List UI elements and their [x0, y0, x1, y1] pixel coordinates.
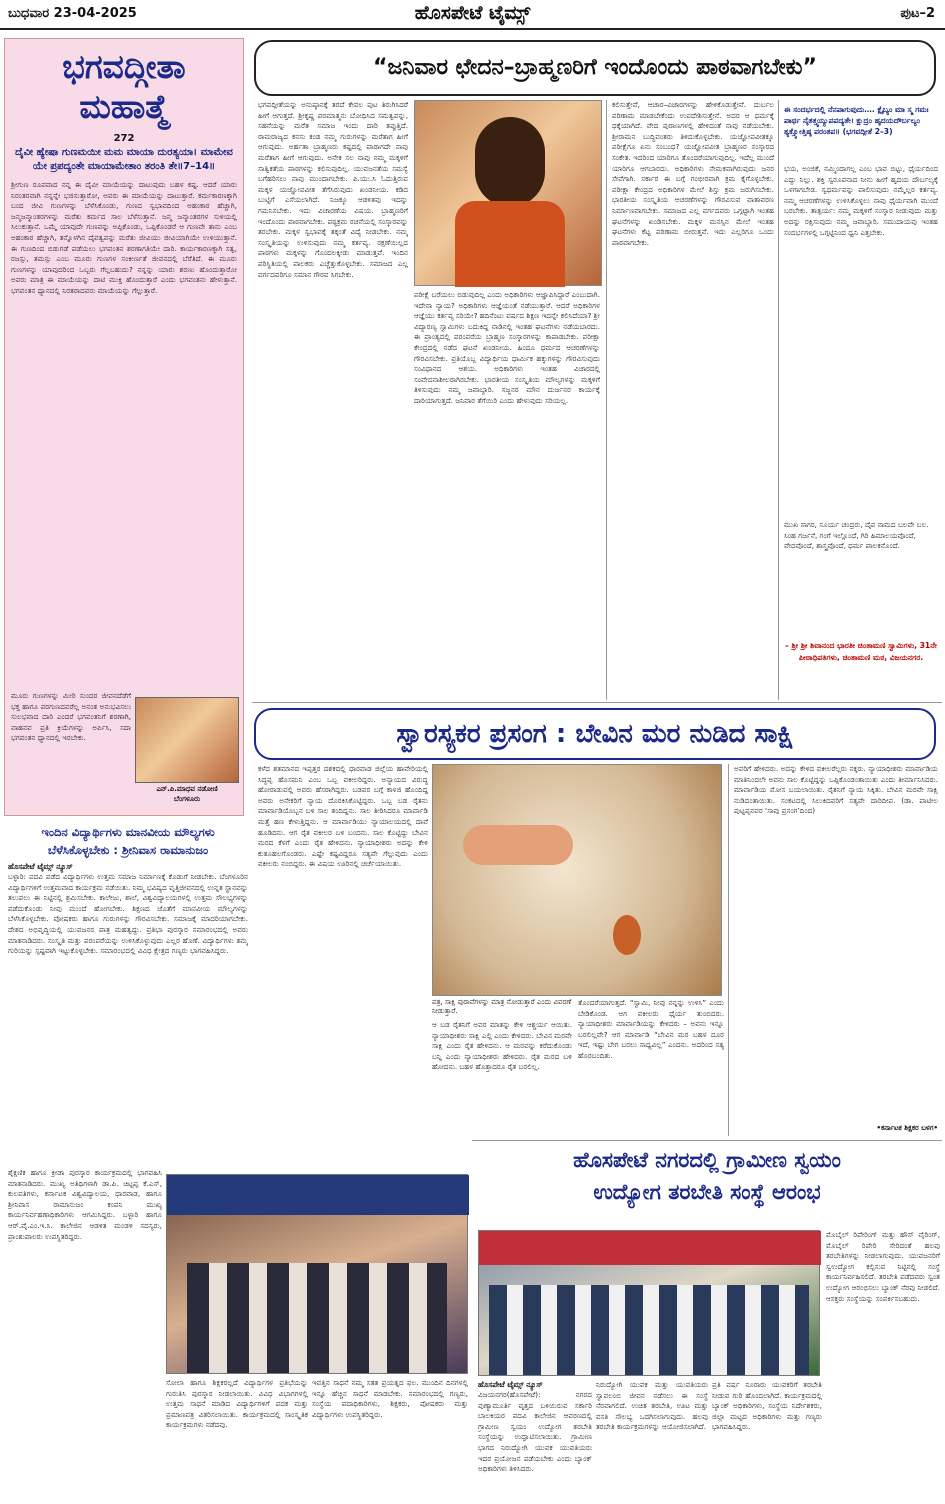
- signature: – ಶ್ರೀ ಶ್ರೀ ಶಿವಾನಂದ ಭಾರತೀ ಚಿಂತಾಮಣಿ ಸ್ವಾಮಿಗಳು, 31ನೇ ಪೀಠಾಧಿಪತಿಗಳು, ಚಿಂತಾಮಣಿ ಮಠ, ವಿಜಯನಗರ.: [785, 641, 937, 662]
- values-dateline: ಹೊಸಪೇಟೆ ಟೈಮ್ಸ್ ನ್ಯೂಸ್: [8, 862, 73, 871]
- story-col3: ತೊಂದರೆಯಾಗುತ್ತದೆ. “ಸ್ವಾಮಿ, ನೀವು ನನ್ನನ್ನು ಉಳಿಸಿ” ಎಂದು ಬೇಡಿಕೊಂಡ. ಆಗ ವಕೀಲರು ಧೈರ್ಯ ತುಂಬಿದರು. ನ್ಯಾಯಾಧೀಶರು ಮಾರ್ವಾಡಿಯನ್ನು ಕೇಳಿದರು – ಅವನು ಇನ್ನೂ ಬರಲಿಲ್ಲವೇ? ಆಗ ಮಾರ್ವಾಡಿ “ಬೇವಿನ ಮರ ಬಹಳ ದೂರ ಇದೆ, ಇಷ್ಟು ಬೇಗ ಬರಲು ಸಾಧ್ಯವಿಲ್ಲ” ಎಂದನು. ಅದರಿಂದ ಸತ್ಯ ಹೊರಬಂದಿತು.: [578, 998, 724, 1060]
- event-banner: [479, 1231, 821, 1265]
- author-name: ಎನ್.ಪಿ.ಮಾಧವ ನಡೋಣಿ: [156, 785, 218, 793]
- gita-body-continued: ಮೂರು ಗುಣಗಳನ್ನು ಮೀರಿ ಸುಂದರ ಜೀವನದೆಡೆಗೆ ಭಕ್ತ ಹಾಗೂ ಪರಗುಣದವರೆಲ್ಲ ಅನಂತ ಅನುಭವಿಸಲು ಸುಲಭವಾದ ದಾರಿ ಎಂದರೆ ಭಗವಂತನಿಗೆ ಶರಣಾಗಿ, ವಾಹನವ ಪ್ರತಿ ಕ್ರಿಯೆಗಳನ್ನು ಅರ್ಪಿಸಿ, ಸದಾ ಭಗವಂತನ ಧ್ಯಾನದಲ್ಲಿ ಇರಬೇಕು.: [11, 691, 131, 743]
- main-article-col4: ಭಯ, ಅಂಜಿಕೆ, ನಮ್ಮಿಂದಾಗಲ್ಲ ಎಂಬ ಭಾವ ಬಿಟ್ಟು, ಧೈರ್ಯದಿಂದ ಎದ್ದು ನಿಲ್ಲು. ಶಕ್ತಿ ಸ್ವರೂಪನಾದ ನೀನು ಹೀಗೆ ಹೃದಯ ದೌರ್ಬಲ್ಯಕ್ಕೆ ಒಳಗಾಗಬೇಡ. ಸ್ವಧರ್ಮವನ್ನು ಪಾಲಿಸುವುದು ನಮ್ಮೆಲ್ಲರ ಕರ್ತವ್ಯ. ನಮ್ಮ ಆಚರಣೆಗಳನ್ನು ಉಳಿಸಿಕೊಳ್ಳಲು ನಾವು ಧೈರ್ಯವಾಗಿ ಮುಂದೆ ಬರಬೇಕು. ತಾತ್ಪರ್ಯ: ನಮ್ಮ ಮಕ್ಕಳಿಗೆ ಸಂಸ್ಕಾರ ನೀಡುವುದು ಮತ್ತು ಅದನ್ನು ರಕ್ಷಿಸುವುದು ನಮ್ಮ ಜವಾಬ್ದಾರಿ. ಸಮುದಾಯವು ಇಂತಹ ಸಂದರ್ಭಗಳಲ್ಲಿ ಒಗ್ಗಟ್ಟಿನಿಂದ ಧ್ವನಿ ಎತ್ತಬೇಕು.: [784, 164, 938, 237]
- page-number: ಪುಟ–2: [900, 6, 935, 21]
- training-body2: ನಿರುದ್ಯೋಗಿ ಯುವಕ ಮತ್ತು ಯುವತಿಯರು ಸ್ವಾವಲಂಬಿ ಜೀವನ ನಡೆಸಲು ಈ ಸಂಸ್ಥೆ ನೆರವಾಗಲಿದೆ. ಉಚಿತ ತರಬೇತಿ, ಊಟ ಮತ್ತು ವಸತಿ ಸೌಲಭ್ಯ ಒದಗಿಸಲಾಗುವುದು. ಹಲವು ತರಬೇತಿ ಕಾರ್ಯಕ್ರಮಗಳನ್ನು ಆಯೋಜಿಸಲಾಗಿದೆ.: [596, 1380, 708, 1432]
- story-col2: ಆ ಬಡ ರೈತನಿಗೆ ಅವರ ಮಾತನ್ನು ಕೇಳಿ ಆಶ್ಚರ್ಯ ಆಯಿತು. ನ್ಯಾಯಾಧೀಶರು ಸಾಕ್ಷಿ ಎಲ್ಲಿ ಎಂದು ಕೇಳಿದರು. ಬೇವಿನ ಮರವೇ ಸಾಕ್ಷಿ ಎಂದು ರೈತ ಹೇಳಿದನು. ಆ ಮರವನ್ನು ಕರೆದುಕೊಂಡು ಬನ್ನಿ ಎಂದು ನ್ಯಾಯಾಧೀಶರು ಹೇಳಿದರು. ರೈತ ಮರದ ಬಳಿ ಹೋದನು. ಬಹಳ ಹೊತ್ತಾದರೂ ರೈತ ಬರಲಿಲ್ಲ.: [432, 1020, 572, 1072]
- gita-quote: ಈ ಸಂದರ್ಭದಲ್ಲಿ ನೆನಪಾಗುವುದು…. ಕ್ಲೈಬ್ಯಂ ಮಾ ಸ್ಮ ಗಮಃ ಪಾರ್ಥ ನೈತತ್ತ್ವಯ್ಯುಪಪದ್ಯತೇ। ಕ್ಷುದ್ರಂ ಹೃದಯದೌರ್ಬಲ್ಯಂ ತ್ಯಕ್ತ್ವೋತ್ತಿಷ್ಠ ಪರಂತಪ॥ (ಭಗವದ್ಗೀತೆ 2–3): [784, 105, 929, 136]
- training-body: ವಿಜಯನಗರ(ಹೊಸಪೇಟೆ): ನಗರದ ಪುಣ್ಯಾಮೂರ್ತಿ ವೃತ್ತದ ಬಳಿಯಿರುವ ಸರ್ಕಾರಿ ಬಾಲಕಿಯರ ಪದವಿ ಕಾಲೇಜಿನ ಆವರಣದಲ್ಲಿ ಗ್ರಾಮೀಣ ಸ್ವಯಂ ಉದ್ಯೋಗ ತರಬೇತಿ ಸಂಸ್ಥೆಯನ್ನು ಉದ್ಘಾಟಿಸಲಾಯಿತು. ಗ್ರಾಮೀಣ ಭಾಗದ ನಿರುದ್ಯೋಗಿ ಯುವಕ ಯುವತಿಯರು ಇದರ ಪ್ರಯೋಜನ ಪಡೆಯಬೇಕು ಎಂದು ಬ್ಯಾಂಕ್ ಅಧಿಕಾರಿಗಳು ತಿಳಿಸಿದರು.: [478, 1390, 592, 1474]
- award-ceremony-photo: [166, 1174, 468, 1374]
- inauguration-photo: [478, 1230, 820, 1376]
- stage-backdrop: [167, 1175, 469, 1215]
- training-dateline: ಹೊಸಪೇಟೆ ಟೈಮ್ಸ್ ನ್ಯೂಸ್: [478, 1380, 543, 1389]
- gita-title-line1: ಭಗವದ್ಗೀತಾ: [62, 47, 186, 86]
- values-body4: ಇವತ್ತಿನ ಸಾಧನೆ ನಮ್ಮ ಸತತ ಪ್ರಯತ್ನದ ಫಲ. ಮುಂದಿನ ದಿನಗಳಲ್ಲಿ ಇನ್ನೂ ಹೆಚ್ಚಿನ ಸಾಧನೆ ಮಾಡಬೇಕು. ಸಮಾರಂಭದಲ್ಲಿ ಗಣ್ಯರು, ಸಂಸ್ಥೆಯ ಪದಾಧಿಕಾರಿಗಳು, ಶಿಕ್ಷಕರು, ಪೋಷಕರು ಮತ್ತು ವಿದ್ಯಾರ್ಥಿಗಳು ಉಪಸ್ಥಿತರಿದ್ದರು.: [312, 1378, 468, 1419]
- author-photo: [135, 697, 239, 783]
- column-rule: [606, 100, 607, 700]
- masthead: ಹೊಸಪೇಟೆ ಟೈಮ್ಸ್: [414, 2, 531, 24]
- finger-ink-photo: [432, 764, 722, 996]
- training-body3: ಪ್ರತಿ ವರ್ಷ ನೂರಾರು ಯುವಕರಿಗೆ ತರಬೇತಿ ನೀಡುವ ಗುರಿ ಹೊಂದಲಾಗಿದೆ. ಕಾರ್ಯಕ್ರಮದಲ್ಲಿ ಬ್ಯಾಂಕ್ ಅಧಿಕಾರಿಗಳು, ಸಂಸ್ಥೆಯ ನಿರ್ದೇಶಕರು, ಜಿಲ್ಲಾ ಮಟ್ಟದ ಅಧಿಕಾರಿಗಳು ಮತ್ತು ಗಣ್ಯರು ಭಾಗವಹಿಸಿದ್ದರು.: [712, 1380, 822, 1432]
- gita-column: [4, 38, 244, 816]
- group-of-people: [187, 1263, 447, 1373]
- newspaper-header: [0, 0, 945, 30]
- people-at-ribbon-cutting: [489, 1285, 809, 1375]
- swamiji-figure: [475, 117, 545, 207]
- story-title: ಸ್ವಾರಸ್ಯಕರ ಪ್ರಸಂಗ : ಬೇವಿನ ಮರ ನುಡಿದ ಸಾಕ್ಷಿ: [396, 719, 794, 749]
- column-rule: [728, 764, 729, 1136]
- gita-title-line2: ಮಹಾತ್ಮೆ: [79, 87, 169, 126]
- gita-number: 272: [113, 133, 135, 144]
- values-heading-line1: ಇಂದಿನ ವಿದ್ಯಾರ್ಥಿಗಳು ಮಾನವೀಯ ಮೌಲ್ಯಗಳು: [41, 825, 215, 839]
- main-article-col3: ಕಲಿಸುತ್ತೇವೆ, ಆಚಾರ–ವಿಚಾರಗಳನ್ನು ಹೇಳಿಕೊಡುತ್ತೇವೆ. ದುರ್ಬಲ ಪರಿಣಾಮ ಮಾಡಬೇಕೆಂದು ಉಪದೇಶಿಸುತ್ತೇನೆ. ಅದರ ಆ ಧರ್ಮಕ್ಕೆ ಧಕ್ಕೆಯಾಗಿದೆ. ವೇದ ಪುರಾಣಗಳಲ್ಲಿ ಹೇಳಿದಂತೆ ನಾವು ನಡೆಯಬೇಕು. ಶ್ರೀರಾಮನ ಬುದ್ಧಿವಂತರು ತಿಳಿದುಕೊಳ್ಳಬೇಕು. ಯಜ್ಞೋಪವೀತಕ್ಕೂ ಪರೀಕ್ಷೆಗೂ ಏನು ಸಂಬಂಧ? ಯಜ್ಞೋಪವೀತ ಬ್ರಾಹ್ಮಣರ ಸಂಸ್ಕಾರದ ಸಂಕೇತ. ಇದರಿಂದ ಯಾರಿಗೂ ತೊಂದರೆಯಾಗುವುದಿಲ್ಲ. ಇದೆಲ್ಲ ಮುಂದೆ ಯಾರಿಗೂ ಆಗಬಾರದು. ಅಧಿಕಾರಿಗಳು ನೇಮಕವಾಗಿರುವುದು ಜನರ ಸೇವೆಗಾಗಿ. ಸರ್ಕಾರ ಈ ಬಗ್ಗೆ ಗಂಭೀರವಾಗಿ ಕ್ರಮ ಕೈಗೊಳ್ಳಬೇಕು. ಪರೀಕ್ಷಾ ಕೇಂದ್ರದ ಅಧಿಕಾರಿಗಳ ಮೇಲೆ ಶಿಸ್ತು ಕ್ರಮ ಜರುಗಿಸಬೇಕು. ಭಾರತೀಯ ಸಂಸ್ಕೃತಿಯ ಆಚರಣೆಗಳನ್ನು ಗೌರವಿಸುವ ವಾತಾವರಣ ನಿರ್ಮಾಣವಾಗಬೇಕು. ಸಮಾಜದ ಎಲ್ಲ ವರ್ಗದವರು ಒಗ್ಗಟ್ಟಾಗಿ ಇಂತಹ ಘಟನೆಗಳನ್ನು ಖಂಡಿಸಬೇಕು. ಮಕ್ಕಳ ಮನಸ್ಸಿನ ಮೇಲೆ ಇಂತಹ ಘಟನೆಗಳು ಕೆಟ್ಟ ಪರಿಣಾಮ ಬೀರುತ್ತವೆ. ಇದು ಎಲ್ಲರಿಗೂ ಒಂದು ಪಾಠವಾಗಬೇಕು.: [612, 100, 774, 247]
- values-body3: ಸೋಲಾ ಹಾಗೂ ಶಿಕ್ಷಕರಲ್ಲದೆ ವಿದ್ಯಾರ್ಥಿಗಳ ಪ್ರತಿಭೆಯನ್ನು ಗುರುತಿಸಿ ಪುರಸ್ಕಾರ ನೀಡಲಾಯಿತು. ವಿವಿಧ ವಿಭಾಗಗಳಲ್ಲಿ ಉತ್ತಮ ಸಾಧನೆ ಮಾಡಿದ ವಿದ್ಯಾರ್ಥಿಗಳಿಗೆ ಪದಕ ಮತ್ತು ಪ್ರಮಾಣಪತ್ರ ವಿತರಿಸಲಾಯಿತು. ಕಾರ್ಯಕ್ರಮದಲ್ಲಿ ಸಾಂಸ್ಕೃತಿಕ ಕಾರ್ಯಕ್ರಮಗಳು ನಡೆದವು.: [166, 1378, 308, 1430]
- column-rule: [778, 100, 779, 700]
- poem: ಮುಖ ಸಾಗರ, ಸೂರ್ಯ ಚಂದ್ರರು, ದೈವ ನಾಮದ ಬಲವೇ ಬಲ. ಸಿಂಹ ಗರ್ಜನೆ, ಗಂಗೆ ಇಲ್ಲೊಂದೆ, ಗಿರಿ ಹಿಮಾಲಯವೊಂದೆ, ವೇದವೊಂದೆ, ಶಾಸ್ತ್ರವೊಂದೆ, ಧರ್ಮ ಪಾಲಕನೊಂದೆ.: [784, 520, 929, 551]
- training-heading-line2: ಉದ್ಯೋಗ ತರಬೇತಿ ಸಂಸ್ಥೆ ಆರಂಭ: [593, 1180, 821, 1204]
- ink-bottle: [613, 915, 641, 955]
- swamiji-photo: [414, 100, 602, 286]
- saffron-robe: [455, 201, 565, 287]
- author-city: ಬೆಂಗಳೂರು: [173, 795, 201, 803]
- gita-body: ಶ್ರೀಗುಣ ರೂಪವಾದ ನನ್ನ ಈ ದೈವೀ ಮಾಯೆಯನ್ನು ದಾಟುವುದು ಬಹಳ ಕಷ್ಟ. ಆದರೆ ಯಾರು ನಿರಂತರವಾಗಿ ನನ್ನನ್ನೇ ಭಜಿಸುತ್ತಾರೋ, ಅವರು ಈ ಮಾಯೆಯನ್ನು ದಾಟುತ್ತಾರೆ. ಕರ್ಮಕಾರಣಕ್ಕಾಗಿ ಬಂದ ಜೀವಿ ಗುಣಗಳನ್ನು ಬೆಳೆಸಿಕೊಂಡು, ಗುಣದ ಸ್ವಭಾವದಿಂದ ಅಹಂಕಾರ ಹೆಚ್ಚಾಗಿ, ಜನ್ಮಜನ್ಮಾಂತರಗಳನ್ನು ಮರೆತು ಕರ್ಮದ ಸಾಲ ಬೆಳೆಸುತ್ತಾನೆ. ಜನ್ಮ ಜನ್ಮಾಂತರಗಳ ಸುಳಿಯಲ್ಲಿ ಸಿಲುಕುತ್ತಾನೆ. ಒಮ್ಮೆ ಯಾವುದೇ ಗುಣವನ್ನು ಅಪ್ಪಿಕೊಂಡು, ಒಪ್ಪಿಕೊಂಡರೆ ಆ ಗುಣವೇ ತಾನು ಎಂಬ ಅಹಂಕಾರ ಹೆಚ್ಚಾಗಿ, ತನ್ನೊಳಗಿನ ದೈವತ್ವವನ್ನು ಮರೆತು ಜೀವಿಯು ಜೀವಿಯಾಗಿಯೇ ಉಳಿಯುತ್ತಾನೆ. ಈ ಗುಣದಿಂದ ಬಿಡುಗಡೆ ಪಡೆಯಲು ಭಗವಂತನ ಶರಣಾಗತಿಯೇ ದಾರಿ. ಕಾರ್ಯಕಾರಣಕ್ಕಾಗಿ ಸತ್ವ, ರಜಸ್ಸು, ತಮಸ್ಸು ಎಂಬ ಮೂರು ಗುಣಗಳ ಸಂಕೀರ್ಣತೆ ಜೀವನದಲ್ಲಿ ಬೆರೆತಿದೆ. ಈ ಮೂರು ಗುಣಗಳನ್ನು ಯಾವುದರಿಂದ ಒಬ್ಬರು ಗೆಲ್ಲಬಹುದು? ನನ್ನನ್ನು ಯಾರು ಶರಣು ಹೊಂದುತ್ತಾರೋ ಅವರು ಮಾತ್ರ ಈ ಮಾಯೆಯನ್ನು ದಾಟಿ ಮುಕ್ತಿ ಹೊಂದುತ್ತಾರೆ ಎಂದು ಭಗವಂತನು ಹೇಳುತ್ತಾನೆ. ಭಗವಂತನ ಧ್ಯಾನದಲ್ಲಿ ನಿರತರಾದವರು ಮಾಯೆಯನ್ನು ಗೆಲ್ಲುತ್ತಾರೆ.: [11, 180, 237, 295]
- story-col1: ಕಳೆದ ಶತಮಾನದ ಇಪ್ಪತ್ತರ ದಶಕದಲ್ಲಿ ಧಾರವಾಡ ಜಿಲ್ಲೆಯ ಹಾವೇರಿಯಲ್ಲಿ ಸಿದ್ಧಪ್ಪ ಹೊಸಮನಿ ಎಂಬ ಒಬ್ಬ ವಕೀಲರಿದ್ದರು. ಅನ್ಯಾಯದ ವಿರುದ್ಧ ಹೋರಾಡುವಲ್ಲಿ ಅವರು ಹೆಸರಾಗಿದ್ದರು. ಬಡವರ ಬಗ್ಗೆ ಕಾಳಜಿ ಹೊಂದಿದ್ದ ಅವರು ಅನೇಕರಿಗೆ ನ್ಯಾಯ ದೊರಕಿಸಿಕೊಟ್ಟಿದ್ದರು. ಒಬ್ಬ ಬಡ ರೈತನು ಮಾರ್ವಾಡಿಯೊಬ್ಬನ ಬಳಿ ಸಾಲ ತಂದಿದ್ದನು. ಸಾಲ ತೀರಿಸಿದರೂ ಮಾರ್ವಾಡಿ ಮತ್ತೆ ಹಣ ಕೇಳುತ್ತಿದ್ದನು. ಆ ಮಾರ್ವಾಡಿಯು ನ್ಯಾಯಾಲಯದಲ್ಲಿ ದಾವೆ ಹೂಡಿದನು. ಆಗ ರೈತ ವಕೀಲರ ಬಳಿ ಬಂದನು. ಸಾಲ ಕೊಟ್ಟಿದ್ದು ಬೇವಿನ ಮರದ ಕೆಳಗೆ ಎಂದು ರೈತ ಹೇಳಿದನು. ನ್ಯಾಯಾಧೀಶರು ಅದನ್ನು ಕೇಳಿ ಕುತೂಹಲಗೊಂಡರು. ಎಷ್ಟೇ ಕಷ್ಟವಿದ್ದರೂ ಸತ್ಯವೇ ಗೆಲ್ಲುವುದು ಎಂದು ವಕೀಲರು ನಂಬಿದ್ದರು. ಈ ವಿಷಯ ಊರಿನಲ್ಲಿ ಚರ್ಚೆಯಾಯಿತು.: [258, 764, 428, 869]
- issue-date: ಬುಧವಾರ 23-04-2025: [8, 6, 137, 21]
- story-credit: •ಕರ್ನಾಟಕ ಶಿಕ್ಷಕರ ಬಳಗ•: [876, 1124, 938, 1132]
- main-article-title: “ಜನಿವಾರ ಛೇದನ–ಬ್ರಾಹ್ಮಣರಿಗೆ ಇಂದೊಂದು ಪಾಠವಾಗಬೇಕು”: [372, 55, 818, 80]
- photo-caption: ಪತ್ರ, ಸಾಕ್ಷಿ ಪುರಾವೆಗಳನ್ನು ಮಾತ್ರ ನೋಡುತ್ತಾರೆ ಎಂದು ವಿವರಣೆ ನೀಡುತ್ತಾರೆ.: [432, 998, 572, 1015]
- section-rule: [472, 1140, 942, 1141]
- main-article-col1: ಭಗವದ್ಗೀತೆಯನ್ನು ಅನುಷ್ಠಾನಕ್ಕೆ ತರದೆ ಕೇವಲ ಪುಟ ತಿರುಗಿಸಿದರೆ ಹೀಗೆ ಆಗುತ್ತದೆ. ಶ್ರೀಕೃಷ್ಣ ಪರಮಾತ್ಮನು ಬೋಧಿಸಿದ ಸಮತ್ವವನ್ನು, ಸಹನೆಯನ್ನು ಮರೆತ ಸಮಾಜ ಇಂದು ದಾರಿ ತಪ್ಪುತ್ತಿದೆ. ರಾಮರಾಜ್ಯದ ಕನಸು ಕಂಡ ನಮ್ಮ ಗುರುಗಳನ್ನು ಮರೆತಾಗ ಹೀಗೆ ಆಗುವುದು. ಅರ್ಹತಾ ಬ್ರಾಹ್ಮಣರು ಕಷ್ಟದಲ್ಲಿ ಪಾರಾಗದೇ ನಾವು ಮರೆತಾಗ ಹೀಗೆ ಆಗುವುದು. ಅನೇಕ ಸಲ ನಾವು ನಮ್ಮ ಮಕ್ಕಳಿಗೆ ಸಾತ್ವಿಕತೆಯ ಪಾಠಗಳನ್ನು ಕಲಿಸುವುದಿಲ್ಲ. ಯುವಜನತೆಯ ಸಮಸ್ಯೆ ಬಗೆಹರಿಸಲು ನಾವು ಮುಂದಾಗಬೇಕು. ಪಿ.ಯು.ಸಿ ಓದುತ್ತಿರುವ ಮಕ್ಕಳ ಯಜ್ಞೋಪವೀತ ತೆಗೆಸಿರುವುದು ಖಂಡನೀಯ. ಕಡಿದ ಬುಟ್ಟಿಗೆ ಎಸೆಯಲಾಗಿದೆ. ನಿಜಕ್ಕೂ ಆಡಳಿತವು ಇದನ್ನು ಗಮನಿಸಬೇಕು. ಇದು ವಿಚಾರಣೆಯ ವಿಷಯ. ಬ್ರಾಹ್ಮಣರಿಗೆ ಇಂದೊಂದು ಪಾಠವಾಗಬೇಕು. ಪಠ್ಯಕ್ರಮ ರಚನೆಯಲ್ಲಿ ಸಂಸ್ಕಾರವನ್ನು ತರಬೇಕು. ಮಕ್ಕಳ ಸ್ವಭಾವಕ್ಕೆ ತಕ್ಕಂತೆ ವಿದ್ಯೆ ನೀಡಬೇಕು. ನಮ್ಮ ಸಂಸ್ಕೃತಿಯನ್ನು ಉಳಿಸುವುದು ನಮ್ಮ ಕರ್ತವ್ಯ. ರಕ್ಷಣೆಯಿಲ್ಲದ ಪಾಠಗಳು ಮಕ್ಕಳನ್ನು ಗೊಂದಲಕ್ಕೀಡು ಮಾಡುತ್ತವೆ. ಇಂದಿನ ಪರಿಸ್ಥಿತಿಯಲ್ಲಿ ಪಾಲಕರು ಎಚ್ಚೆತ್ತುಕೊಳ್ಳಬೇಕು. ಸಮಾಜದ ಎಲ್ಲ ವರ್ಗದವರಿಗೂ ಸಮಾನ ಗೌರವ ಸಿಗಬೇಕು.: [258, 100, 408, 279]
- values-body2: ಶೈಕ್ಷಣಿಕ ಹಾಗೂ ಕ್ರೀಡಾ ಪುರಸ್ಕಾರ ಕಾರ್ಯಕ್ರಮದಲ್ಲಿ ಭಾಗವಹಿಸಿ ಮಾತನಾಡಿದರು. ಮುಖ್ಯ ಅತಿಥಿಗಳಾಗಿ ಡಾ.ಪಿ. ಚಿಟ್ಟಪ್ಪ ಕೆ.ಎಸ್, ಕುಲಪತಿಗಳು, ಕರ್ನಾಟಕ ವಿಶ್ವವಿದ್ಯಾಲಯ, ಧಾರವಾಡ, ಹಾಗೂ ಶ್ರೀನಿವಾಸ ರಾಮಾನುಜಂ ಕಂಪನಿ ಮುಖ್ಯ ಕಾರ್ಯನಿರ್ವಹಣಾಧಿಕಾರಿಗಳು ಆಗಮಿಸಿದ್ದರು. ಬಳ್ಳಾರಿ ಹಾಗೂ ಆರ್.ವೈ.ಎಂ.ಇ.ಸಿ. ಕಾಲೇಜಿನ ಆಡಳಿತ ಮಂಡಳಿ ಸದಸ್ಯರು, ಪ್ರಾಂಶುಪಾಲರು ಉಪಸ್ಥಿತರಿದ್ದರು.: [8, 1168, 162, 1241]
- story-col4: ಅವರಿಗೆ ಹೇಳಿದರು. ಅದನ್ನು ಕೇಳಿದ ವಕೀಲರೆಲ್ಲರು ನಕ್ಕರು. ನ್ಯಾಯಾಧೀಶರು ಮಾರ್ವಾಡಿಯ ಮಾತಿನಿಂದಲೇ ಅವನು ಸಾಲ ಕೊಟ್ಟಿದ್ದನ್ನು ಒಪ್ಪಿಕೊಂಡಂತಾಯಿತು ಎಂದು ತೀರ್ಮಾನಿಸಿದರು. ಮಾರ್ವಾಡಿಯ ಮೋಸ ಬಯಲಾಯಿತು. ರೈತನಿಗೆ ನ್ಯಾಯ ಸಿಕ್ಕಿತು. ಬೇವಿನ ಮರವೇ ಸಾಕ್ಷಿ ನುಡಿದಂತಾಯಿತು. ಸಂಕಟದಲ್ಲಿ ಸಿಲುಕಿದವರಿಗೆ ಸತ್ಯವೇ ದಾರಿದೀಪ. (ಡಾ. ಪಾಟೀಲ ಪುಟ್ಟಪ್ಪನವರ ‘ಸಾವು ಪ್ರಸಂಗ’ದಿಂದ): [734, 764, 938, 816]
- values-heading-line2: ಬೆಳೆಸಿಕೊಳ್ಳಬೇಕು : ಶ್ರೀನಿವಾಸ ರಾಮಾನುಜಂ: [47, 843, 209, 857]
- training-heading-line1: ಹೊಸಪೇಟೆ ನಗರದಲ್ಲಿ ಗ್ರಾಮೀಣ ಸ್ವಯಂ: [573, 1148, 841, 1172]
- main-article-banner: [254, 40, 936, 96]
- section-rule: [252, 702, 942, 703]
- training-side-column: ಮೊಬೈಲ್ ರಿಪೇರಿಂಗ್ ಮತ್ತು ಹೌಸ್ ವೈರಿಂಗ್, ಮೊಬೈಲ್ ರಿಪೇರಿ ಸೇರಿದಂತೆ ಹಲವು ತರಬೇತಿಗಳನ್ನು ನೀಡಲಾಗುವುದು. ಯುವಜನರಿಗೆ ಸ್ವಉದ್ಯೋಗ ಕಲ್ಪಿಸುವ ನಿಟ್ಟಿನಲ್ಲಿ ಸಂಸ್ಥೆ ಕಾರ್ಯನಿರ್ವಹಿಸಲಿದೆ. ತರಬೇತಿ ಪಡೆದವರು ಸ್ವಂತ ಉದ್ಯೋಗ ಆರಂಭಿಸಲು ಬ್ಯಾಂಕ್ ನೆರವು ನೀಡಲಿದೆ. ಆಸಕ್ತರು ಸಂಸ್ಥೆಯನ್ನು ಸಂಪರ್ಕಿಸಬಹುದು.: [826, 1230, 940, 1303]
- main-article-col2: ಪರೀಕ್ಷೆ ಬರೆಯಲು ಬಿಡುವುದಿಲ್ಲ ಎಂದು ಅಧಿಕಾರಿಗಳು ಆಜ್ಞಾಪಿಸಿದ್ದಾರೆ ಎಂಬುದಾಗಿ. ಇದೇನಾ ನ್ಯಾಯ? ಅಧಿಕಾರಿಗಳು ಆಜ್ಞೆಯಂತೆ ನಡೆಯುತ್ತಾರೆ. ಆದರೆ ಅಧಿಕಾರಿಗಳ ಆಜ್ಞೆಯು ಕರ್ತವ್ಯ ಸರಿಯೇ? ಹದಿನೆಂಟು ವರ್ಷದ ಶಿಕ್ಷಣ ಇದನ್ನೇ ಕಲಿಸಿದೆಯಾ? ಶ್ರೀ ವಿದ್ಯಾರಣ್ಯ ಸ್ವಾಮಿಗಳು ಬದುಕಿದ್ದ ನಾಡಿನಲ್ಲಿ ಇಂತಹ ಘಟನೆಗಳು ನಡೆಯಬಾರದು. ಈ ಪ್ರಾಂತ್ಯದಲ್ಲಿ ಪರಂಪರೆಯ ಬ್ರಾಹ್ಮಣ ಸಂಸ್ಕಾರಗಳನ್ನು ಕಾಪಾಡಬೇಕು. ಪರೀಕ್ಷಾ ಕೇಂದ್ರದಲ್ಲಿ ನಡೆದ ಘಟನೆ ಖಂಡನೀಯ. ಹಿಂದೂ ಧರ್ಮದ ಆಚರಣೆಗಳನ್ನು ಗೌರವಿಸಬೇಕು. ಪ್ರತಿಯೊಬ್ಬ ವಿದ್ಯಾರ್ಥಿಯ ಧಾರ್ಮಿಕ ಹಕ್ಕುಗಳನ್ನು ಗೌರವಿಸುವುದು ಸಂವಿಧಾನದ ಆಶಯ. ಅಧಿಕಾರಿಗಳು ಇಂತಹ ವಿಚಾರದಲ್ಲಿ ಸಂವೇದನಾಶೀಲರಾಗಿರಬೇಕು. ಭಾರತೀಯ ಸಂಸ್ಕೃತಿಯ ಮೌಲ್ಯಗಳನ್ನು ಮಕ್ಕಳಿಗೆ ತಿಳಿಸುವುದು ನಮ್ಮ ಜವಾಬ್ದಾರಿ. ಸಜ್ಜನರ ಮೌನ ದುರ್ಜನರ ಕಾರ್ಯಕ್ಕೆ ದಾರಿಯಾಗುತ್ತದೆ. ಜನಿವಾರ ತೆಗೆಯಿರಿ ಎಂದು ಹೇಳುವುದು ಸರಿಯಲ್ಲ.: [414, 290, 600, 405]
- story-banner: [254, 708, 936, 760]
- hand-shape: [463, 825, 573, 865]
- gita-verse: ದೈವೀ ಹ್ಯೇಷಾ ಗುಣಮಯೀ ಮಮ ಮಾಯಾ ದುರತ್ಯಯಾ। ಮಾಮೇವ ಯೇ ಪ್ರಪದ್ಯಂತೇ ಮಾಯಾಮೇತಾಂ ತರಂತಿ ತೇ॥7–14॥: [15, 147, 233, 172]
- values-body: ಬಳ್ಳಾರಿ: ಪದವಿ ಪಡೆದ ವಿದ್ಯಾರ್ಥಿಗಳು ಉತ್ತಮ ಸಮಾಜ ನಿರ್ಮಾಣಕ್ಕೆ ಕೊಡುಗೆ ನೀಡಬೇಕು. ಬೆಂಗಳೂರಿನ ವಿದ್ಯಾರ್ಥಿಗಳಿಗೆ ಉತ್ತಮವಾದ ಕಾರ್ಯಕ್ರಮ ನಡೆಯಿತು. ನಿಮ್ಮ ಭವಿಷ್ಯದ ವೃತ್ತಿಜೀವನದಲ್ಲಿ ಉನ್ನತ ಸ್ಥಾನವನ್ನು ತಲುಪಲು ಈ ನಿಟ್ಟಿನಲ್ಲಿ ಶ್ರಮಿಸಬೇಕು. ಕಾಲೇಜು, ಶಾಲೆ, ವಿಶ್ವವಿದ್ಯಾಲಯಗಳಲ್ಲಿ ಉತ್ತಮ ಸೌಲಭ್ಯಗಳನ್ನು ಪಡೆದುಕೊಂಡು ನೀವು ಮುಂದೆ ಹೋಗಬೇಕು. ಶಿಕ್ಷಣದ ಜೊತೆಗೆ ಮಾನವೀಯ ಮೌಲ್ಯಗಳನ್ನು ಬೆಳೆಸಿಕೊಳ್ಳಬೇಕು. ಪೋಷಕರು ಹಾಗೂ ಗುರುಗಳನ್ನು ಗೌರವಿಸಬೇಕು. ಸಮಾಜಕ್ಕೆ ಮಾದರಿಯಾಗಬೇಕು. ದೇಶದ ಅಭಿವೃದ್ಧಿಯಲ್ಲಿ ಯುವಜನರ ಪಾತ್ರ ಮಹತ್ವದ್ದು. ಪ್ರತಿಭಾ ಪುರಸ್ಕಾರ ಸಮಾರಂಭದಲ್ಲಿ ಅವರು ಮಾತನಾಡಿದರು. ಸಂಸ್ಕೃತಿ ಮತ್ತು ಪರಂಪರೆಯನ್ನು ಉಳಿಸಿಕೊಳ್ಳುವುದು ಎಲ್ಲರ ಹೊಣೆ. ವಿದ್ಯಾರ್ಥಿಗಳು ತಮ್ಮ ಗುರಿಯನ್ನು ಸ್ಪಷ್ಟವಾಗಿ ಇಟ್ಟುಕೊಳ್ಳಬೇಕು. ಸಮಾರಂಭದಲ್ಲಿ ವಿವಿಧ ಕ್ಷೇತ್ರದ ಗಣ್ಯರು ಭಾಗವಹಿಸಿದ್ದರು.: [8, 872, 248, 956]
